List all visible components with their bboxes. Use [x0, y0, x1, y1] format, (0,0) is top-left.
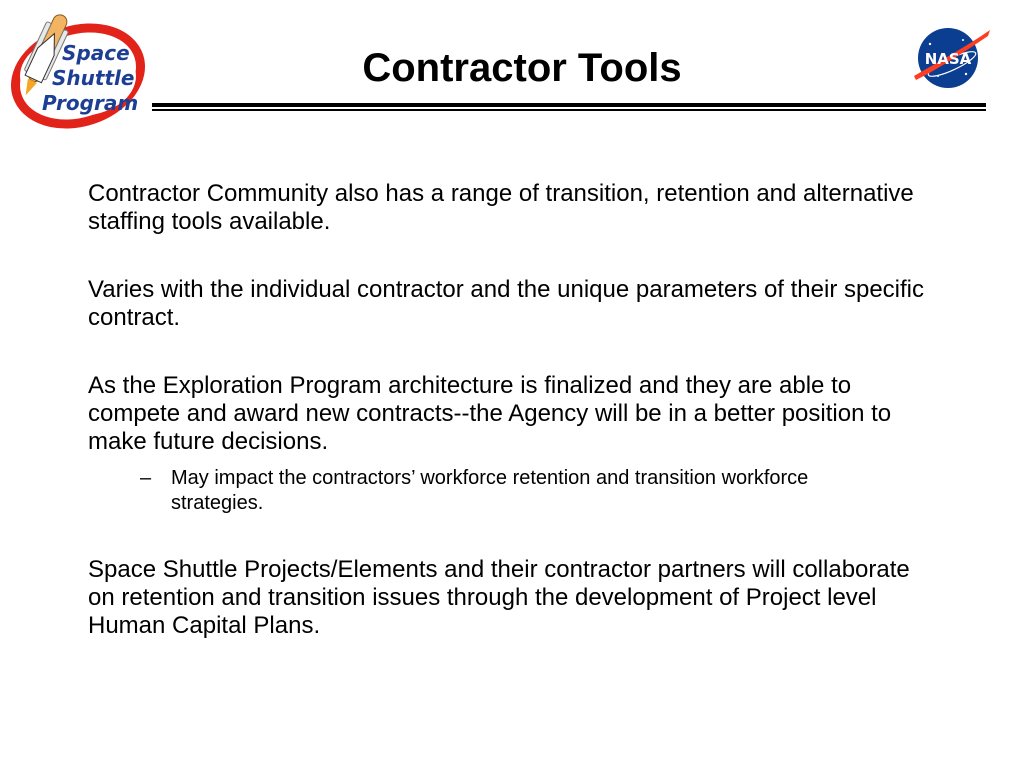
body-paragraph-1: Contractor Community also has a range of transition, retention and alternative staffing tools available.	[88, 180, 914, 235]
nasa-logo	[908, 26, 992, 90]
sub-bullet-dash: –	[140, 467, 152, 489]
body-paragraph-3: As the Exploration Program architecture is finalized and they are able to compete and award new contracts--the Agency will be in a better position to make future decisions.	[88, 372, 892, 455]
logo-shuttle-text: Shuttle	[52, 66, 135, 90]
body-paragraph-4: Space Shuttle Projects/Elements and their contractor partners will collaborate on retention and transition issues through the development of Project level Human Capital Plans.	[88, 556, 910, 639]
space-shuttle-program-logo	[6, 4, 146, 132]
logo-space-text: Space	[62, 41, 130, 65]
slide-title: Contractor Tools	[362, 46, 682, 90]
sub-bullet	[88, 466, 891, 516]
body-paragraph-2: Varies with the individual contractor and the unique parameters of their specific contract.	[88, 276, 925, 331]
title-rule-thick	[152, 103, 986, 107]
logo-program-text: Program	[42, 91, 139, 115]
title-rule-thin	[152, 109, 986, 111]
sub-bullet-text: May impact the contractors’ workforce retention and transition workforce strategies.	[171, 467, 809, 514]
slide-body	[88, 180, 938, 680]
nasa-logo-text: NASA	[924, 50, 972, 68]
